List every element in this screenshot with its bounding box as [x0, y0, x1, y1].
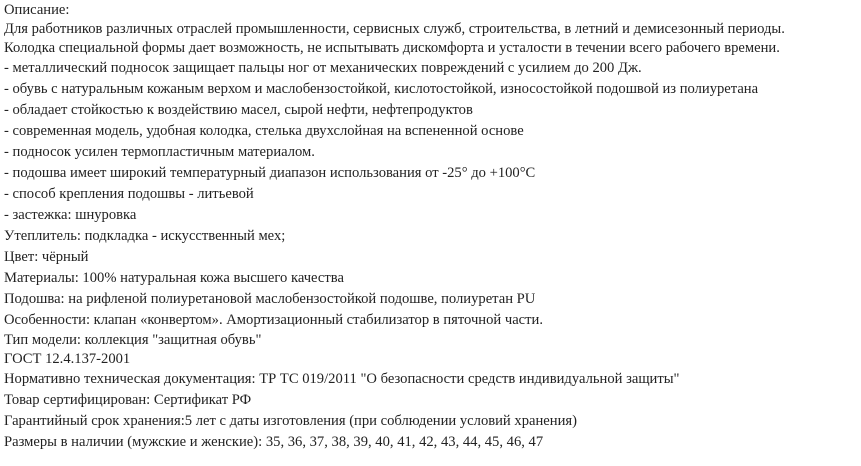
spec-color: Цвет: чёрный	[4, 249, 89, 265]
spec-regulatory-docs: Нормативно техническая документация: ТР ТС 019/2011 "О безопасности средств индивидуальной защиты"	[4, 371, 680, 387]
feature-item: - подносок усилен термопластичным материалом.	[4, 144, 315, 160]
feature-item: - застежка: шнуровка	[4, 207, 137, 223]
spec-sizes: Размеры в наличии (мужские и женские): 35, 36, 37, 38, 39, 40, 41, 42, 43, 44, 45, 46, 47	[4, 434, 544, 450]
intro-line: Колодка специальной формы дает возможность, не испытывать дискомфорта и усталости в течении всего рабочего времени.	[4, 40, 780, 56]
feature-item: - современная модель, удобная колодка, стелька двухслойная на вспененной основе	[4, 123, 524, 139]
feature-item: - обладает стойкостью к воздействию масел, сырой нефти, нефтепродуктов	[4, 102, 473, 118]
spec-gost: ГОСТ 12.4.137-2001	[4, 351, 131, 367]
spec-model-type: Тип модели: коллекция "защитная обувь"	[4, 332, 262, 348]
intro-line: Для работников различных отраслей промышленности, сервисных служб, строительства, в летний и демисезонный периоды.	[4, 21, 785, 37]
spec-materials: Материалы: 100% натуральная кожа высшего качества	[4, 270, 344, 286]
feature-item: - способ крепления подошвы - литьевой	[4, 186, 254, 202]
spec-features: Особенности: клапан «конвертом». Амортизационный стабилизатор в пяточной части.	[4, 312, 543, 328]
spec-insulation: Утеплитель: подкладка - искусственный мех;	[4, 228, 286, 244]
product-description	[4, 1, 859, 453]
feature-item: - обувь с натуральным кожаным верхом и маслобензостойкой, кислотостойкой, износостойкой подошвой из полиуретана	[4, 81, 759, 97]
feature-item: - металлический подносок защищает пальцы ног от механических повреждений с усилием до 200 Дж.	[4, 60, 642, 76]
spec-warranty: Гарантийный срок хранения:5 лет с даты изготовления (при соблюдении условий хранения)	[4, 413, 577, 429]
spec-sole: Подошва: на рифленой полиуретановой маслобензостойкой подошве, полиуретан PU	[4, 291, 536, 307]
spec-certification: Товар сертифицирован: Сертификат РФ	[4, 392, 252, 408]
feature-item: - подошва имеет широкий температурный диапазон использования от -25° до +100°C	[4, 165, 536, 181]
description-heading: Описание:	[4, 2, 70, 18]
